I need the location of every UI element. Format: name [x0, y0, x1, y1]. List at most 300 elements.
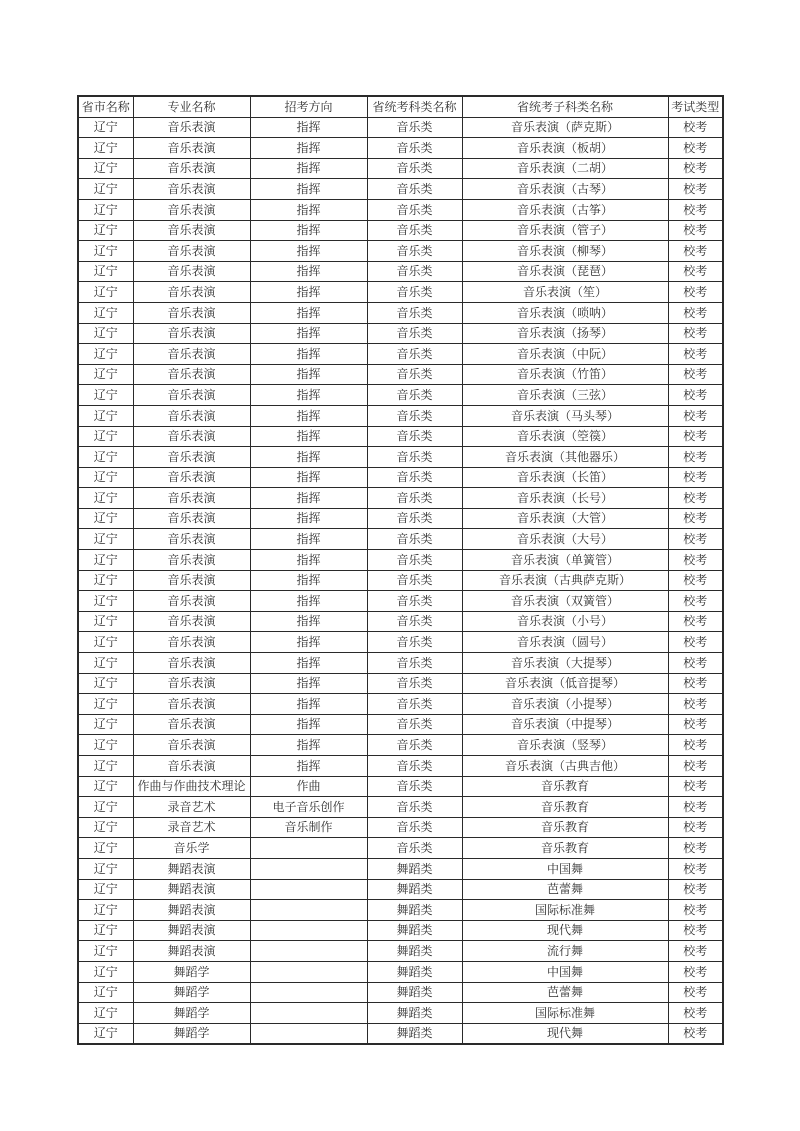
table-cell: 指挥	[250, 220, 367, 241]
table-cell: 辽宁	[78, 220, 133, 241]
table-cell: 音乐类	[367, 282, 462, 303]
table-row	[78, 694, 723, 715]
table-cell: 录音艺术	[133, 797, 250, 818]
table-cell: 辽宁	[78, 632, 133, 653]
table-cell: 音乐表演	[133, 673, 250, 694]
table-cell: 音乐表演（圆号）	[462, 632, 668, 653]
table-cell: 校考	[668, 838, 723, 859]
table-row	[78, 508, 723, 529]
table-cell: 辽宁	[78, 817, 133, 838]
table-cell: 音乐表演（二胡）	[462, 158, 668, 179]
table-cell: 辽宁	[78, 179, 133, 200]
table-cell: 校考	[668, 220, 723, 241]
table-cell	[250, 858, 367, 879]
table-cell: 舞蹈学	[133, 1003, 250, 1024]
table-cell: 音乐表演（柳琴）	[462, 241, 668, 262]
table-row	[78, 529, 723, 550]
table-cell: 音乐表演（马头琴）	[462, 405, 668, 426]
table-header	[78, 96, 723, 117]
table-cell: 舞蹈表演	[133, 879, 250, 900]
table-row	[78, 838, 723, 859]
table-cell: 指挥	[250, 158, 367, 179]
table-cell: 辽宁	[78, 797, 133, 818]
table-row	[78, 673, 723, 694]
table-cell: 音乐类	[367, 261, 462, 282]
table-cell: 校考	[668, 817, 723, 838]
table-cell: 舞蹈表演	[133, 900, 250, 921]
table-row	[78, 900, 723, 921]
table-cell: 音乐表演（箜篌）	[462, 426, 668, 447]
table-row	[78, 220, 723, 241]
table-cell: 指挥	[250, 694, 367, 715]
table-cell: 音乐表演	[133, 179, 250, 200]
table-row	[78, 282, 723, 303]
table-row	[78, 323, 723, 344]
table-cell: 音乐类	[367, 776, 462, 797]
table-cell: 音乐类	[367, 447, 462, 468]
table-cell: 音乐类	[367, 550, 462, 571]
table-cell: 音乐类	[367, 714, 462, 735]
table-cell: 校考	[668, 941, 723, 962]
table-cell: 音乐类	[367, 570, 462, 591]
table-cell: 辽宁	[78, 529, 133, 550]
table-cell: 音乐表演（长笛）	[462, 467, 668, 488]
table-row	[78, 447, 723, 468]
table-cell: 音乐类	[367, 158, 462, 179]
table-cell: 音乐表演（竹笛）	[462, 364, 668, 385]
table-cell: 辽宁	[78, 282, 133, 303]
table-cell: 校考	[668, 261, 723, 282]
table-cell: 辽宁	[78, 611, 133, 632]
table-cell: 校考	[668, 158, 723, 179]
table-cell: 辽宁	[78, 961, 133, 982]
table-cell: 校考	[668, 117, 723, 138]
table-cell: 辽宁	[78, 158, 133, 179]
table-cell: 辽宁	[78, 879, 133, 900]
table-cell: 音乐类	[367, 735, 462, 756]
table-cell: 校考	[668, 447, 723, 468]
table-cell: 音乐表演	[133, 714, 250, 735]
table-cell: 音乐类	[367, 797, 462, 818]
table-cell: 指挥	[250, 570, 367, 591]
table-cell: 校考	[668, 735, 723, 756]
table-cell: 校考	[668, 323, 723, 344]
column-header: 考试类型	[668, 96, 723, 117]
table-cell: 舞蹈学	[133, 1023, 250, 1044]
table-cell: 音乐类	[367, 508, 462, 529]
table-cell: 辽宁	[78, 673, 133, 694]
table-row	[78, 591, 723, 612]
table-cell: 音乐类	[367, 241, 462, 262]
table-cell: 辽宁	[78, 508, 133, 529]
table-cell: 舞蹈类	[367, 1003, 462, 1024]
table-cell: 辽宁	[78, 117, 133, 138]
table-row	[78, 982, 723, 1003]
table-cell: 辽宁	[78, 385, 133, 406]
table-cell	[250, 961, 367, 982]
table-cell: 音乐表演	[133, 199, 250, 220]
table-row	[78, 735, 723, 756]
table-cell: 舞蹈表演	[133, 920, 250, 941]
table-cell: 校考	[668, 632, 723, 653]
table-cell: 音乐表演（小号）	[462, 611, 668, 632]
table-cell: 校考	[668, 858, 723, 879]
table-cell: 校考	[668, 179, 723, 200]
exam-category-table	[77, 95, 724, 1045]
table-cell: 音乐表演	[133, 508, 250, 529]
table-cell: 音乐表演	[133, 426, 250, 447]
table-cell: 校考	[668, 961, 723, 982]
table-cell: 音乐表演（单簧管）	[462, 550, 668, 571]
table-cell: 辽宁	[78, 714, 133, 735]
table-cell: 音乐表演	[133, 550, 250, 571]
table-cell: 舞蹈类	[367, 941, 462, 962]
table-cell: 辽宁	[78, 550, 133, 571]
table-cell: 校考	[668, 508, 723, 529]
table-cell: 校考	[668, 199, 723, 220]
table-cell: 音乐表演（其他器乐）	[462, 447, 668, 468]
table-cell: 音乐表演	[133, 570, 250, 591]
table-row	[78, 920, 723, 941]
table-cell: 中国舞	[462, 858, 668, 879]
table-cell: 音乐表演	[133, 138, 250, 159]
table-cell: 辽宁	[78, 261, 133, 282]
table-cell: 指挥	[250, 529, 367, 550]
table-cell: 校考	[668, 611, 723, 632]
table-cell: 指挥	[250, 632, 367, 653]
table-cell: 辽宁	[78, 447, 133, 468]
table-cell: 音乐表演	[133, 323, 250, 344]
table-cell: 辽宁	[78, 364, 133, 385]
table-cell: 校考	[668, 385, 723, 406]
table-cell: 辽宁	[78, 941, 133, 962]
table-cell: 芭蕾舞	[462, 879, 668, 900]
table-cell: 指挥	[250, 488, 367, 509]
table-cell: 指挥	[250, 138, 367, 159]
table-cell: 指挥	[250, 550, 367, 571]
table-cell: 音乐表演	[133, 735, 250, 756]
table-cell: 国际标准舞	[462, 900, 668, 921]
table-cell	[250, 879, 367, 900]
column-header: 专业名称	[133, 96, 250, 117]
table-cell: 音乐表演	[133, 364, 250, 385]
table-cell: 辽宁	[78, 900, 133, 921]
table-cell	[250, 900, 367, 921]
table-cell: 校考	[668, 756, 723, 777]
table-cell: 音乐类	[367, 591, 462, 612]
table-cell: 音乐类	[367, 488, 462, 509]
table-cell: 音乐表演（大号）	[462, 529, 668, 550]
table-cell: 指挥	[250, 179, 367, 200]
column-header: 招考方向	[250, 96, 367, 117]
table-cell: 音乐表演（唢呐）	[462, 302, 668, 323]
table-cell: 音乐表演	[133, 405, 250, 426]
table-row	[78, 1003, 723, 1024]
table-cell: 音乐表演	[133, 158, 250, 179]
column-header: 省统考科类名称	[367, 96, 462, 117]
table-cell: 辽宁	[78, 920, 133, 941]
table-row	[78, 797, 723, 818]
table-body	[78, 117, 723, 1044]
table-cell: 辽宁	[78, 653, 133, 674]
table-cell: 音乐类	[367, 220, 462, 241]
table-cell: 校考	[668, 879, 723, 900]
table-cell: 音乐类	[367, 405, 462, 426]
table-row	[78, 385, 723, 406]
table-cell: 音乐表演（中提琴）	[462, 714, 668, 735]
table-row	[78, 1023, 723, 1044]
table-row	[78, 364, 723, 385]
table-cell: 辽宁	[78, 467, 133, 488]
table-cell: 舞蹈类	[367, 982, 462, 1003]
table-header-row	[78, 96, 723, 117]
table-cell: 指挥	[250, 241, 367, 262]
table-row	[78, 570, 723, 591]
table-cell: 指挥	[250, 756, 367, 777]
table-cell: 舞蹈类	[367, 1023, 462, 1044]
table-cell: 校考	[668, 241, 723, 262]
table-cell: 指挥	[250, 653, 367, 674]
table-cell: 指挥	[250, 364, 367, 385]
table-cell: 指挥	[250, 673, 367, 694]
table-cell: 辽宁	[78, 241, 133, 262]
table-cell: 校考	[668, 694, 723, 715]
table-cell: 现代舞	[462, 920, 668, 941]
table-row	[78, 817, 723, 838]
table-cell: 音乐表演（琵琶）	[462, 261, 668, 282]
table-cell: 指挥	[250, 508, 367, 529]
table-cell: 辽宁	[78, 838, 133, 859]
table-cell: 指挥	[250, 199, 367, 220]
table-cell: 指挥	[250, 117, 367, 138]
column-header: 省统考子科类名称	[462, 96, 668, 117]
table-row	[78, 488, 723, 509]
table-cell: 校考	[668, 570, 723, 591]
table-cell: 校考	[668, 900, 723, 921]
table-cell: 音乐表演（古琴）	[462, 179, 668, 200]
table-cell	[250, 838, 367, 859]
table-cell: 音乐表演	[133, 529, 250, 550]
table-cell: 辽宁	[78, 138, 133, 159]
table-row	[78, 858, 723, 879]
table-cell: 音乐表演	[133, 591, 250, 612]
table-cell: 音乐表演（扬琴）	[462, 323, 668, 344]
table-cell: 音乐教育	[462, 817, 668, 838]
table-cell: 舞蹈表演	[133, 941, 250, 962]
table-row	[78, 179, 723, 200]
table-cell: 音乐表演	[133, 282, 250, 303]
table-cell: 校考	[668, 1023, 723, 1044]
table-row	[78, 756, 723, 777]
table-cell: 辽宁	[78, 694, 133, 715]
table-cell: 指挥	[250, 302, 367, 323]
table-row	[78, 117, 723, 138]
table-cell: 音乐表演	[133, 241, 250, 262]
table-row	[78, 941, 723, 962]
table-cell: 作曲与作曲技术理论	[133, 776, 250, 797]
table-cell: 现代舞	[462, 1023, 668, 1044]
table-cell: 校考	[668, 673, 723, 694]
table-row	[78, 467, 723, 488]
table-cell: 音乐表演（中阮）	[462, 344, 668, 365]
table-cell: 辽宁	[78, 776, 133, 797]
table-cell: 校考	[668, 426, 723, 447]
table-cell: 校考	[668, 550, 723, 571]
table-cell: 音乐表演	[133, 302, 250, 323]
table-cell: 音乐表演（大提琴）	[462, 653, 668, 674]
table-cell: 校考	[668, 364, 723, 385]
table-cell: 校考	[668, 344, 723, 365]
table-cell: 音乐表演	[133, 488, 250, 509]
table-cell: 流行舞	[462, 941, 668, 962]
table-cell: 作曲	[250, 776, 367, 797]
table-cell: 音乐类	[367, 653, 462, 674]
table-cell: 校考	[668, 405, 723, 426]
table-row	[78, 302, 723, 323]
table-cell: 音乐表演（大管）	[462, 508, 668, 529]
table-cell: 音乐表演（双簧管）	[462, 591, 668, 612]
table-cell: 校考	[668, 138, 723, 159]
table-cell: 校考	[668, 467, 723, 488]
table-cell: 校考	[668, 714, 723, 735]
table-row	[78, 344, 723, 365]
table-cell: 辽宁	[78, 302, 133, 323]
table-cell: 音乐类	[367, 364, 462, 385]
table-cell: 音乐类	[367, 611, 462, 632]
table-cell: 音乐教育	[462, 838, 668, 859]
table-cell: 校考	[668, 776, 723, 797]
table-cell: 音乐表演（低音提琴）	[462, 673, 668, 694]
table-cell: 辽宁	[78, 199, 133, 220]
table-cell: 辽宁	[78, 344, 133, 365]
table-cell: 辽宁	[78, 426, 133, 447]
table-cell: 音乐类	[367, 694, 462, 715]
table-row	[78, 158, 723, 179]
table-row	[78, 199, 723, 220]
table-cell: 音乐类	[367, 117, 462, 138]
table-cell: 指挥	[250, 344, 367, 365]
table-cell: 音乐表演（古筝）	[462, 199, 668, 220]
table-cell: 辽宁	[78, 1003, 133, 1024]
table-cell: 音乐类	[367, 385, 462, 406]
table-cell: 辽宁	[78, 323, 133, 344]
table-cell: 音乐学	[133, 838, 250, 859]
table-cell: 芭蕾舞	[462, 982, 668, 1003]
table-cell: 电子音乐创作	[250, 797, 367, 818]
table-cell: 舞蹈类	[367, 961, 462, 982]
table-cell: 辽宁	[78, 405, 133, 426]
table-cell: 音乐表演	[133, 385, 250, 406]
table-row	[78, 879, 723, 900]
table-cell: 舞蹈表演	[133, 858, 250, 879]
table-cell: 舞蹈类	[367, 858, 462, 879]
table-cell: 音乐类	[367, 344, 462, 365]
table-row	[78, 632, 723, 653]
table-cell	[250, 1023, 367, 1044]
table-row	[78, 550, 723, 571]
table-cell: 音乐类	[367, 138, 462, 159]
table-cell: 指挥	[250, 261, 367, 282]
table-cell: 校考	[668, 282, 723, 303]
table-cell: 辽宁	[78, 570, 133, 591]
table-cell: 音乐表演	[133, 611, 250, 632]
table-cell: 音乐类	[367, 323, 462, 344]
table-cell: 校考	[668, 488, 723, 509]
table-cell: 指挥	[250, 467, 367, 488]
table-cell: 校考	[668, 1003, 723, 1024]
table-cell: 音乐表演（三弦）	[462, 385, 668, 406]
table-cell: 音乐表演	[133, 467, 250, 488]
table-cell: 舞蹈学	[133, 961, 250, 982]
table-cell: 指挥	[250, 405, 367, 426]
table-cell: 辽宁	[78, 858, 133, 879]
table-cell: 舞蹈类	[367, 920, 462, 941]
table-cell	[250, 920, 367, 941]
table-cell: 校考	[668, 302, 723, 323]
table-cell: 音乐表演	[133, 447, 250, 468]
table-row	[78, 241, 723, 262]
table-cell: 辽宁	[78, 982, 133, 1003]
table-cell: 音乐类	[367, 302, 462, 323]
table-cell: 指挥	[250, 591, 367, 612]
table-cell: 音乐教育	[462, 776, 668, 797]
table-cell: 音乐类	[367, 199, 462, 220]
table-cell: 音乐表演	[133, 653, 250, 674]
table-cell: 录音艺术	[133, 817, 250, 838]
table-cell: 音乐类	[367, 632, 462, 653]
table-cell: 校考	[668, 529, 723, 550]
table-cell: 辽宁	[78, 1023, 133, 1044]
table-cell: 指挥	[250, 611, 367, 632]
table-cell: 音乐类	[367, 817, 462, 838]
table-cell: 音乐表演	[133, 261, 250, 282]
table-cell: 舞蹈类	[367, 900, 462, 921]
table-cell: 音乐表演	[133, 756, 250, 777]
table-cell: 指挥	[250, 426, 367, 447]
table-cell: 指挥	[250, 323, 367, 344]
table-cell: 国际标准舞	[462, 1003, 668, 1024]
table-cell: 音乐类	[367, 529, 462, 550]
table-row	[78, 653, 723, 674]
table-cell: 辽宁	[78, 756, 133, 777]
table-cell: 音乐表演	[133, 632, 250, 653]
table-cell: 音乐类	[367, 467, 462, 488]
table-cell: 音乐制作	[250, 817, 367, 838]
table-cell: 音乐表演（萨克斯）	[462, 117, 668, 138]
table-cell: 音乐类	[367, 756, 462, 777]
table-cell: 辽宁	[78, 488, 133, 509]
table-cell: 舞蹈类	[367, 879, 462, 900]
table-cell: 音乐表演（笙）	[462, 282, 668, 303]
table-cell: 校考	[668, 982, 723, 1003]
table-cell: 音乐表演	[133, 117, 250, 138]
table-cell: 音乐表演（古典萨克斯）	[462, 570, 668, 591]
table-cell: 音乐表演	[133, 344, 250, 365]
table-cell: 音乐表演（古典吉他）	[462, 756, 668, 777]
table-cell: 校考	[668, 653, 723, 674]
table-row	[78, 961, 723, 982]
table-row	[78, 138, 723, 159]
table-cell: 音乐教育	[462, 797, 668, 818]
table-row	[78, 426, 723, 447]
table-cell: 音乐表演（长号）	[462, 488, 668, 509]
table-cell: 指挥	[250, 735, 367, 756]
table-cell: 音乐类	[367, 179, 462, 200]
table-cell: 音乐表演（竖琴）	[462, 735, 668, 756]
table-cell: 指挥	[250, 447, 367, 468]
table-cell: 指挥	[250, 385, 367, 406]
table-row	[78, 405, 723, 426]
